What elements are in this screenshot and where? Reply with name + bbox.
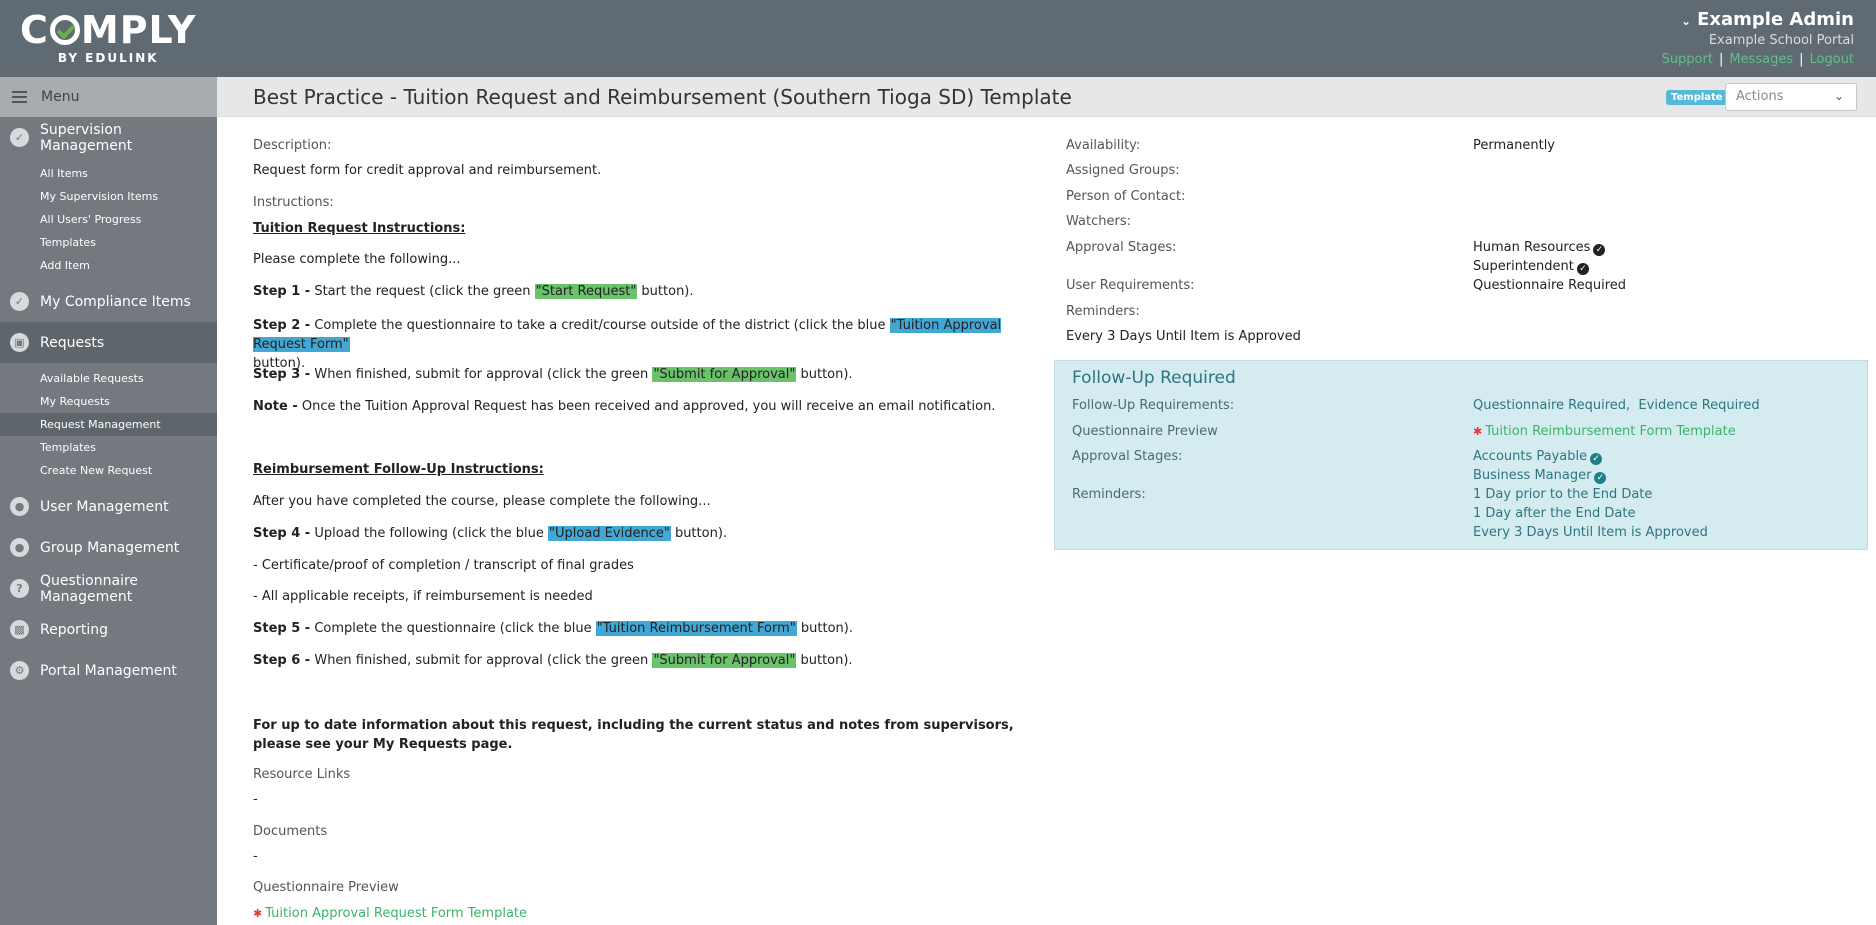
sidebar-section-user-management[interactable]	[0, 486, 217, 527]
check-circle-icon: ✓	[10, 128, 29, 147]
user-name: Example Admin	[1697, 9, 1854, 30]
required-star-icon: ✱	[1473, 425, 1483, 438]
follow-up-panel	[1054, 360, 1868, 550]
actions-dropdown[interactable]	[1725, 83, 1857, 111]
follow-up-reminder-3: Every 3 Days Until Item is Approved	[1473, 525, 1708, 540]
logo-subtitle: BY EDULINK	[57, 51, 159, 65]
supervision-sublist	[0, 158, 217, 281]
sidebar-section-reporting[interactable]	[0, 609, 217, 650]
sidebar-item-all-users-progress[interactable]: All Users' Progress	[40, 213, 142, 226]
instructions-label: Instructions:	[253, 195, 334, 210]
tuition-approval-form-highlight: "Tuition Approval Request Form"	[253, 318, 1002, 352]
check-circle-icon: ✓	[1593, 244, 1605, 256]
status-info-note: For up to date information about this request, including the current status and notes from supervisors, please see your My Requests page.	[253, 718, 1014, 752]
documents-value: -	[253, 849, 258, 864]
follow-up-requirements-label: Follow-Up Requirements:	[1072, 398, 1235, 413]
requests-sublist	[0, 363, 217, 486]
support-link[interactable]: Support	[1661, 52, 1713, 67]
sidebar-section-label: Questionnaire Management	[40, 572, 139, 605]
sidebar-item-request-templates[interactable]: Templates	[40, 441, 96, 454]
step-1: Step 1 - Start the request (click the green "Start Request" button).	[253, 284, 694, 299]
header-links: Support | Messages | Logout	[1661, 52, 1854, 67]
chevron-down-icon: ⌄	[1833, 89, 1844, 103]
resource-links-value: -	[253, 792, 258, 807]
title-bar	[217, 77, 1876, 117]
person-of-contact-label: Person of Contact:	[1066, 189, 1186, 204]
top-header	[0, 0, 1876, 77]
chevron-down-icon: ⌄	[1681, 14, 1692, 28]
requests-block	[0, 322, 217, 486]
inbox-icon: ▣	[10, 333, 29, 352]
user-requirements-label: User Requirements:	[1066, 278, 1195, 293]
sidebar-section-supervision[interactable]	[0, 117, 217, 158]
sidebar-section-label: Reporting	[40, 621, 109, 638]
page-title: Best Practice - Tuition Request and Reimbursement (Southern Tioga SD) Template	[253, 85, 1072, 109]
check-circle-icon: ✓	[1594, 472, 1606, 484]
sidebar-item-my-supervision-items[interactable]: My Supervision Items	[40, 190, 159, 203]
check-circle-icon: ✓	[1590, 453, 1602, 465]
follow-up-requirements-value: Questionnaire Required, Evidence Required	[1473, 398, 1760, 413]
step-2: Step 2 - Complete the questionnaire to take a credit/course outside of the district (click the blue "Tuition Approval Request Form" button).	[253, 318, 1002, 371]
step-5: Step 5 - Complete the questionnaire (click the blue "Tuition Reimbursement Form" button).	[253, 621, 853, 636]
sidebar-section-label: Group Management	[40, 539, 180, 556]
follow-up-reminders-label: Reminders:	[1072, 487, 1146, 502]
hamburger-icon	[12, 91, 27, 103]
follow-up-stage-business: Business Manager ✓	[1473, 468, 1606, 484]
follow-up-preview-label: Questionnaire Preview	[1072, 424, 1218, 439]
submit-approval-highlight: "Submit for Approval"	[653, 367, 796, 382]
menu-toggle[interactable]	[0, 77, 217, 117]
documents-label: Documents	[253, 824, 328, 839]
follow-up-reminder-2: 1 Day after the End Date	[1473, 506, 1636, 521]
description-text: Request form for credit approval and reimbursement.	[253, 163, 602, 178]
reimbursement-heading: Reimbursement Follow-Up Instructions:	[253, 462, 544, 477]
check-circle-icon: ✓	[10, 292, 29, 311]
questionnaire-preview-link[interactable]: ✱ Tuition Approval Request Form Template	[253, 906, 528, 921]
logout-link[interactable]: Logout	[1809, 52, 1854, 67]
sidebar-section-portal-management[interactable]	[0, 650, 217, 691]
sidebar-item-all-items[interactable]: All Items	[40, 167, 88, 180]
sidebar-section-label: Portal Management	[40, 662, 177, 679]
messages-link[interactable]: Messages	[1729, 52, 1794, 67]
required-star-icon: ✱	[253, 907, 263, 920]
sidebar-section-group-management[interactable]	[0, 527, 217, 568]
sidebar-item-available-requests[interactable]: Available Requests	[40, 372, 144, 385]
reminders-value: Every 3 Days Until Item is Approved	[1066, 329, 1301, 344]
description-label: Description:	[253, 138, 332, 153]
step-4: Step 4 - Upload the following (click the blue "Upload Evidence" button).	[253, 526, 728, 541]
actions-label: Actions	[1736, 89, 1784, 104]
group-icon: ●	[10, 538, 29, 557]
sidebar-item-request-management[interactable]: Request Management	[0, 413, 217, 436]
sidebar-section-label: Requests	[40, 334, 105, 351]
availability-value: Permanently	[1473, 138, 1555, 153]
sidebar-item-templates[interactable]: Templates	[40, 236, 96, 249]
comply-logo[interactable]: C MPLY BY EDULINK	[20, 8, 197, 65]
availability-label: Availability:	[1066, 138, 1141, 153]
sidebar-section-label: Supervision Management	[40, 121, 133, 154]
reimbursement-form-highlight: "Tuition Reimbursement Form"	[596, 621, 796, 636]
assigned-groups-label: Assigned Groups:	[1066, 163, 1180, 178]
approval-stage-superintendent: Superintendent ✓	[1473, 259, 1589, 275]
sidebar	[0, 77, 217, 925]
chart-icon: ▩	[10, 620, 29, 639]
follow-up-reminder-1: 1 Day prior to the End Date	[1473, 487, 1653, 502]
after-complete-text: After you have completed the course, please complete the following...	[253, 494, 711, 509]
bullet-receipts: - All applicable receipts, if reimbursement is needed	[253, 589, 593, 604]
sidebar-item-create-new-request[interactable]: Create New Request	[40, 464, 153, 477]
note-text: Note - Once the Tuition Approval Request has been received and approved, you will receive an email notification.	[253, 399, 996, 414]
approval-stages-label: Approval Stages:	[1066, 240, 1177, 255]
reminders-label: Reminders:	[1066, 304, 1140, 319]
please-complete-text: Please complete the following...	[253, 252, 461, 267]
template-badge: Template	[1666, 90, 1728, 105]
submit-approval-highlight-2: "Submit for Approval"	[653, 653, 796, 668]
sidebar-section-label: My Compliance Items	[40, 293, 191, 310]
user-icon: ●	[10, 497, 29, 516]
follow-up-stage-accounts: Accounts Payable ✓	[1473, 449, 1602, 465]
upload-evidence-highlight: "Upload Evidence"	[549, 526, 670, 541]
question-icon: ?	[10, 579, 29, 598]
follow-up-stages-label: Approval Stages:	[1072, 449, 1183, 464]
user-menu[interactable]	[1662, 9, 1854, 30]
tuition-instructions-heading: Tuition Request Instructions:	[253, 221, 466, 236]
user-requirements-value: Questionnaire Required	[1473, 278, 1627, 293]
step-3: Step 3 - When finished, submit for approval (click the green "Submit for Approval" button).	[253, 367, 853, 382]
user-block	[1662, 9, 1854, 67]
resource-links-label: Resource Links	[253, 767, 351, 782]
questionnaire-preview-label: Questionnaire Preview	[253, 880, 399, 895]
menu-label: Menu	[41, 89, 80, 105]
bullet-certificate: - Certificate/proof of completion / transcript of final grades	[253, 558, 634, 573]
follow-up-title: Follow-Up Required	[1072, 368, 1236, 388]
logo-check-icon	[50, 15, 80, 45]
sidebar-section-label: User Management	[40, 498, 169, 515]
sidebar-section-compliance[interactable]	[0, 281, 217, 322]
sidebar-section-requests[interactable]	[0, 322, 217, 363]
approval-stage-hr: Human Resources ✓	[1473, 240, 1605, 256]
step-6: Step 6 - When finished, submit for approval (click the green "Submit for Approval" button).	[253, 653, 853, 668]
check-circle-icon: ✓	[1577, 263, 1589, 275]
gear-icon: ⚙	[10, 661, 29, 680]
sidebar-section-questionnaire-management[interactable]	[0, 568, 217, 609]
watchers-label: Watchers:	[1066, 214, 1131, 229]
follow-up-preview-link[interactable]: ✱ Tuition Reimbursement Form Template	[1473, 424, 1736, 439]
start-request-highlight: "Start Request"	[535, 284, 637, 299]
sidebar-item-my-requests[interactable]: My Requests	[40, 395, 110, 408]
portal-name: Example School Portal	[1708, 33, 1854, 48]
sidebar-item-add-item[interactable]: Add Item	[40, 259, 90, 272]
